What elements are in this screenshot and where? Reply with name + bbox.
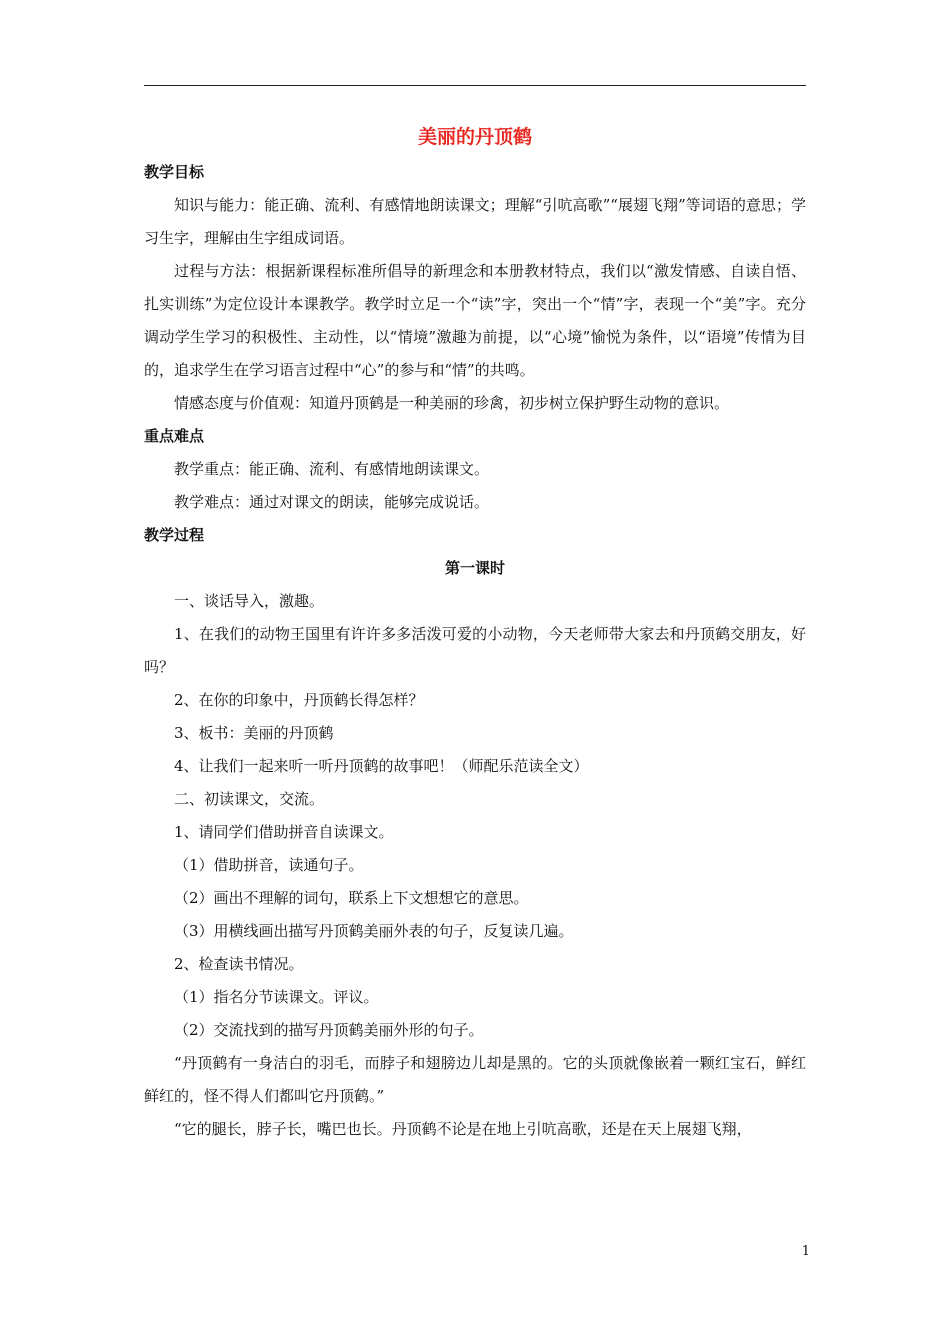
paragraph: 教学重点：能正确、流利、有感情地朗读课文。 (174, 460, 490, 478)
paragraph: （1）借助拼音，读通句子。 (174, 856, 364, 874)
paragraph: 3、板书：美丽的丹顶鹤 (174, 724, 334, 742)
section-heading-goals: 教学目标 (144, 163, 205, 181)
document-body (144, 118, 806, 1146)
paragraph: 1、在我们的动物王国里有许许多多活泼可爱的小动物，今天老师带大家去和丹顶鹤交朋友，好吗？ (144, 625, 806, 676)
paragraph: 知识与能力：能正确、流利、有感情地朗读课文；理解“引吭高歌”“展翅飞翔”等词语的意思；学习生字，理解由生字组成词语。 (144, 196, 806, 247)
paragraph: （1）指名分节读课文。评议。 (174, 988, 379, 1006)
paragraph: 2、在你的印象中，丹顶鹤长得怎样？ (174, 691, 424, 709)
paragraph: 教学难点：通过对课文的朗读，能够完成说话。 (174, 493, 490, 511)
paragraph: （2）交流找到的描写丹顶鹤美丽外形的句子。 (174, 1021, 484, 1039)
paragraph: 过程与方法：根据新课程标准所倡导的新理念和本册教材特点，我们以“激发情感、自读自悟、扎实训练”为定位设计本课教学。教学时立足一个“读”字，突出一个“情”字，表现一个“美”字。充分调动学生学习的积极性、主动性，以“情境”激趣为前提，以“心境”愉悦为条件，以“语境”传情为目的，追求学生在学习语言过程中“心”的参与和“情”的共鸣。 (144, 262, 806, 379)
paragraph: 情感态度与价值观：知道丹顶鹤是一种美丽的珍禽，初步树立保护野生动物的意识。 (174, 394, 730, 412)
lesson-title: 第一课时 (444, 559, 505, 577)
paragraph: 二、初读课文，交流。 (174, 790, 325, 808)
section-heading-process: 教学过程 (144, 526, 205, 544)
paragraph: （3）用横线画出描写丹顶鹤美丽外表的句子，反复读几遍。 (174, 922, 574, 940)
section-heading-key-points: 重点难点 (144, 427, 205, 445)
paragraph: “它的腿长，脖子长，嘴巴也长。丹顶鹤不论是在地上引吭高歌，还是在天上展翅飞翔， (174, 1120, 752, 1138)
page-number: 1 (801, 1244, 810, 1259)
paragraph: 1、请同学们借助拼音自读课文。 (174, 823, 394, 841)
paragraph: 2、检查读书情况。 (174, 955, 304, 973)
paragraph: （2）画出不理解的词句，联系上下文想想它的意思。 (174, 889, 529, 907)
paragraph: 一、谈话导入，激趣。 (174, 592, 325, 610)
document-title: 美丽的丹顶鹤 (417, 126, 532, 148)
header-rule (144, 85, 806, 86)
paragraph: “丹顶鹤有一身洁白的羽毛，而脖子和翅膀边儿却是黑的。它的头顶就像嵌着一颗红宝石，鲜红鲜红的，怪不得人们都叫它丹顶鹤。” (144, 1054, 806, 1105)
paragraph: 4、让我们一起来听一听丹顶鹤的故事吧！（师配乐范读全文） (174, 757, 589, 775)
